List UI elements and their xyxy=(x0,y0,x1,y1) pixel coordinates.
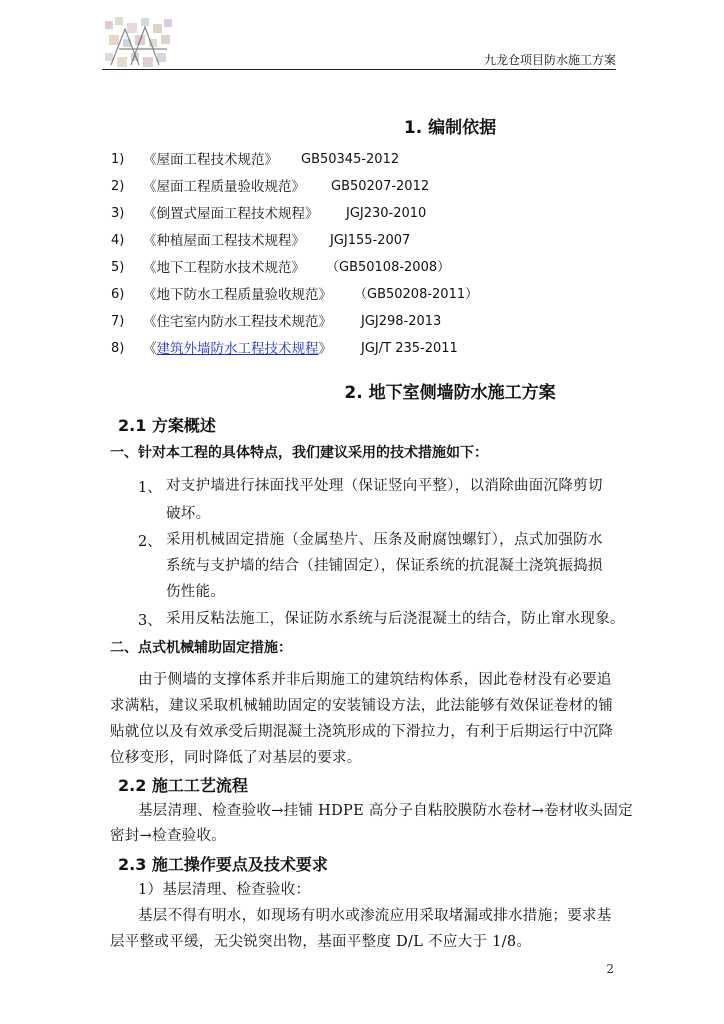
section-1-heading: 1. 编制依据 xyxy=(403,118,497,138)
reference-code: （GB50208-2011） xyxy=(354,287,479,302)
list-item-number: 3、 xyxy=(138,613,162,629)
reference-number: 7) xyxy=(111,314,125,329)
list-item-line: 系统与支护墙的结合（挂铺固定），保证系统的抗混凝土浇筑振捣损 xyxy=(166,558,603,574)
list-item-line: 采用反粘法施工，保证防水系统与后浇混凝土的结合，防止窜水现象。 xyxy=(166,611,625,627)
paragraph-line: 基层清理、检查验收→挂铺 HDPE 高分子自粘胶膜防水卷材→卷材收头固定 xyxy=(138,803,633,819)
list-item-line: 破坏。 xyxy=(166,506,211,522)
section-2-1-heading: 2.1 方案概述 xyxy=(118,416,216,435)
reference-title: 《屋面工程质量验收规范》 xyxy=(143,179,305,195)
reference-title: 《屋面工程技术规范》 xyxy=(143,152,278,168)
reference-number: 3) xyxy=(111,206,125,221)
paragraph-line: 基层不得有明水，如现场有明水或渗流应用采取堵漏或排水措施；要求基 xyxy=(138,908,612,924)
reference-code: JGJ/T 235-2011 xyxy=(361,341,458,356)
list-item-line: 采用机械固定措施（金属垫片、压条及耐腐蚀螺钉），点式加强防水 xyxy=(166,532,603,548)
page-number: 2 xyxy=(606,962,614,976)
reference-code: GB50345-2012 xyxy=(301,152,400,167)
reference-number: 6) xyxy=(111,287,125,302)
section-2-2-heading: 2.2 施工工艺流程 xyxy=(118,776,248,795)
reference-code: GB50207-2012 xyxy=(331,179,430,194)
reference-title: 《住宅室内防水工程技术规范》 xyxy=(143,314,332,330)
paragraph-line: 密封→检查验收。 xyxy=(110,828,227,844)
header-title: 九龙仓项目防水施工方案 xyxy=(483,53,616,67)
reference-code: JGJ298-2013 xyxy=(361,314,442,329)
section-2-heading: 2. 地下室侧墙防水施工方案 xyxy=(344,383,556,403)
reference-code: JGJ230-2010 xyxy=(346,206,427,221)
company-logo xyxy=(101,15,177,73)
reference-number: 5) xyxy=(111,260,125,275)
reference-number: 8) xyxy=(111,341,125,356)
paragraph-line: 贴就位以及有效承受后期混凝土浇筑形成的下滑拉力，有利于后期运行中沉降 xyxy=(110,724,614,740)
reference-title: 《地下工程防水技术规范》 xyxy=(143,260,305,276)
paragraph-line: 位移变形，同时降低了对基层的要求。 xyxy=(110,750,362,766)
reference-title: 《建筑外墙防水工程技术规程》 xyxy=(143,341,332,357)
list-item-number: 2、 xyxy=(138,534,162,550)
section-2-3-heading: 2.3 施工操作要点及技术要求 xyxy=(118,855,328,874)
list-item-line: 对支护墙进行抹面找平处理（保证竖向平整），以消除曲面沉降剪切 xyxy=(166,478,603,494)
paragraph-line: 求满粘，建议采取机械辅助固定的安装铺设方法，此法能够有效保证卷材的铺 xyxy=(110,698,614,714)
list-item-line: 伤性能。 xyxy=(166,584,226,600)
paragraph-line: 由于侧墙的支撑体系并非后期施工的建筑结构体系，因此卷材没有必要追 xyxy=(138,672,612,688)
reference-number: 2) xyxy=(111,179,125,194)
reference-number: 1) xyxy=(111,152,125,167)
reference-number: 4) xyxy=(111,233,125,248)
reference-title: 《种植屋面工程技术规程》 xyxy=(143,233,305,249)
subsection-heading-2: 二、点式机械辅助固定措施： xyxy=(110,640,292,656)
step-label: 1）基层清理、检查验收： xyxy=(138,882,311,898)
reference-code: JGJ155-2007 xyxy=(330,233,411,248)
reference-title: 《倒置式屋面工程技术规程》 xyxy=(143,206,319,222)
reference-link[interactable]: 建筑外墙防水工程技术规程 xyxy=(156,341,319,357)
subsection-heading-1: 一、针对本工程的具体特点，我们建议采用的技术措施如下： xyxy=(110,445,488,461)
reference-title: 《地下防水工程质量验收规范》 xyxy=(143,287,332,303)
header-divider xyxy=(102,69,616,70)
paragraph-line: 层平整或平缓，无尖锐突出物，基面平整度 D/L 不应大于 1/8。 xyxy=(110,934,532,950)
list-item-number: 1、 xyxy=(138,480,162,496)
reference-code: （GB50108-2008） xyxy=(326,260,451,275)
